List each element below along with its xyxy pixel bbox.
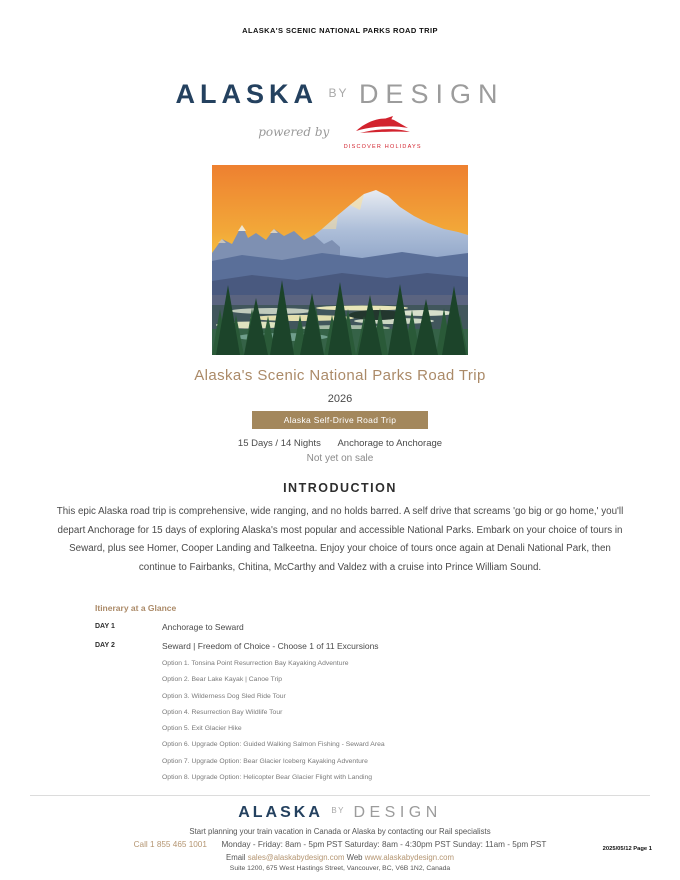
trip-meta — [0, 438, 680, 449]
footer-contact-line — [0, 853, 680, 862]
footer-logo-design: DESIGN — [353, 803, 442, 821]
footer-address: Suite 1200, 675 West Hastings Street, Vancouver, BC, V6B 1N2, Canada — [229, 864, 451, 872]
excursion-option: Option 3. Wilderness Dog Sled Ride Tour — [162, 692, 286, 700]
trip-duration: 15 Days / 14 Nights — [237, 438, 321, 449]
footer-divider — [30, 795, 650, 796]
sale-status: Not yet on sale — [306, 453, 374, 464]
trip-route: Anchorage to Anchorage — [337, 438, 443, 449]
excursion-option: Option 7. Upgrade Option: Bear Glacier Iceberg Kayaking Adventure — [162, 757, 368, 765]
partner-name: DISCOVER HOLIDAYS — [343, 144, 422, 150]
call-label: Call — [133, 839, 148, 849]
trip-year: 2026 — [327, 393, 353, 405]
day-label: DAY 2 — [95, 642, 115, 649]
itinerary-day-row — [95, 641, 615, 651]
hero-photo — [212, 165, 468, 355]
powered-by-label: powered by — [258, 125, 330, 139]
running-header: ALASKA'S SCENIC NATIONAL PARKS ROAD TRIP — [242, 26, 438, 35]
powered-by-row — [0, 116, 680, 153]
footer-logo-by: BY — [331, 805, 345, 815]
denali-sunset-illustration — [212, 165, 468, 355]
excursion-option-list — [162, 661, 615, 782]
office-hours: Monday - Friday: 8am - 5pm PST Saturday: 8am - 4:30pm PST Sunday: 11am - 5pm PST — [221, 839, 547, 849]
excursion-option: Option 4. Resurrection Bay Wildlife Tour — [162, 708, 283, 716]
brand-logo-design: DESIGN — [358, 79, 505, 109]
introduction-heading: INTRODUCTION — [283, 481, 397, 495]
introduction-body: This epic Alaska road trip is comprehensive, wide ranging, and no holds barred. A self drive that screams 'go big or go home,' you'll depart Anchorage for 15 days of exploring Alaska's most popular and accessible National Parks. Embark on your choice of tours in Seward, plus see Homer, Cooper Landing and Talkeetna. Enjoy your choice of tours once again at Denali National Park, then continue to Fairbanks, Chitina, McCarthy and Valdez with a cruise into Prince William Sound. — [56, 506, 624, 573]
day-description: Seward | Freedom of Choice - Choose 1 of 11 Excursions — [162, 641, 379, 651]
brand-logo-alaska: ALASKA — [175, 79, 319, 109]
footer-logo-alaska: ALASKA — [238, 803, 323, 821]
brand-logo — [0, 79, 680, 110]
excursion-option: Option 1. Tonsina Point Resurrection Bay Kayaking Adventure — [162, 660, 349, 667]
discover-holidays-swoosh-icon — [354, 116, 412, 138]
footer-brand-logo — [0, 804, 680, 822]
badge-row — [0, 410, 680, 429]
trip-title: Alaska's Scenic National Parks Road Trip — [194, 367, 486, 384]
footer-hours-line — [0, 840, 680, 849]
web-label: Web — [346, 852, 363, 862]
email-link[interactable]: sales@alaskabydesign.com — [247, 852, 345, 862]
itinerary-day-row — [95, 622, 615, 632]
excursion-option: Option 8. Upgrade Option: Helicopter Bear Glacier Flight with Landing — [162, 774, 373, 782]
date-page-stamp: 2025/05/12 Page 1 — [602, 846, 652, 852]
page-footer — [0, 804, 680, 872]
partner-logo — [344, 116, 422, 150]
excursion-option: Option 2. Bear Lake Kayak | Canoe Trip — [162, 676, 283, 684]
trip-type-badge: Alaska Self-Drive Road Trip — [252, 411, 428, 429]
itinerary-section — [95, 603, 615, 782]
excursion-option: Option 6. Upgrade Option: Guided Walking Salmon Fishing - Seward Area — [162, 741, 385, 749]
website-link[interactable]: www.alaskabydesign.com — [364, 852, 454, 862]
brand-logo-by: BY — [328, 86, 349, 100]
excursion-option: Option 5. Exit Glacier Hike — [162, 725, 242, 733]
day-label: DAY 1 — [95, 623, 115, 630]
phone-link[interactable]: 1 855 465 1001 — [150, 839, 207, 849]
email-label: Email — [226, 852, 246, 862]
itinerary-heading: Itinerary at a Glance — [95, 603, 177, 613]
day-description: Anchorage to Seward — [162, 622, 244, 632]
footer-tagline: Start planning your train vacation in Canada or Alaska by contacting our Rail specialists — [189, 826, 491, 836]
